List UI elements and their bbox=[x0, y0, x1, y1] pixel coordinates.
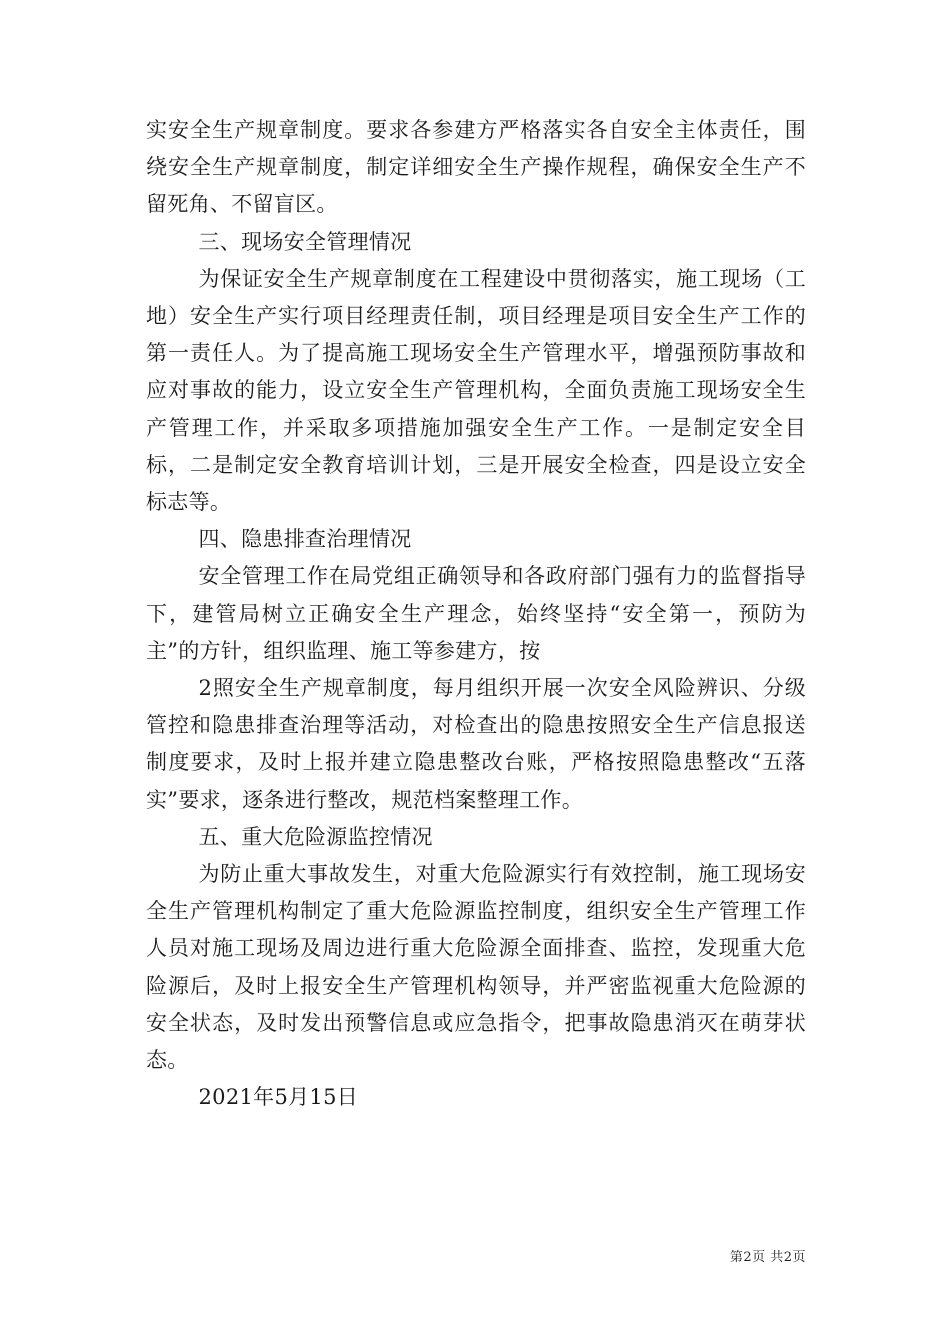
paragraph-site-safety: 为保证安全生产规章制度在工程建设中贯彻落实，施工现场（工地）安全生产实行项目经理责任制，项目经理是项目安全生产工作的第一责任人。为了提高施工现场安全生产管理水平，增强预防事故和应对事故的能力，设立安全生产管理机构，全面负责施工现场安全生产管理工作，并采取多项措施加强安全生产工作。一是制定安全目标，二是制定安全教育培训计划，三是开展安全检查，四是设立安全标志等。 bbox=[146, 266, 806, 515]
paragraph-hazard-inspection-cont: 2照安全生产规章制度，每月组织开展一次安全风险辨识、分级管控和隐患排查治理等活动，对检查出的隐患按照安全生产信息报送制度要求，及时上报并建立隐患整改台账，严格按照隐患整改“五落实”要求，逐条进行整改，规范档案整理工作。 bbox=[146, 676, 806, 812]
section-heading-4: 四、隐患排查治理情况 bbox=[198, 527, 412, 552]
section-heading-5: 五、重大危险源监控情况 bbox=[198, 824, 433, 849]
document-body bbox=[146, 112, 806, 1116]
page-number-footer: 第2页 共2页 bbox=[729, 1250, 806, 1265]
section-heading-3: 三、现场安全管理情况 bbox=[198, 229, 412, 254]
paragraph-major-hazard: 为防止重大事故发生，对重大危险源实行有效控制，施工现场安全生产管理机构制定了重大危险源监控制度，组织安全生产管理工作人员对施工现场及周边进行重大危险源全面排查、监控，发现重大危险源后，及时上报安全生产管理机构领导，并严密监视重大危险源的安全状态，及时发出预警信息或应急指令，把事故隐患消灭在萌芽状态。 bbox=[146, 862, 806, 1073]
paragraph-continuation: 实安全生产规章制度。要求各参建方严格落实各自安全主体责任，围绕安全生产规章制度，制定详细安全生产操作规程，确保安全生产不留死角、不留盲区。 bbox=[146, 118, 806, 217]
document-date: 2021年5月15日 bbox=[198, 1085, 359, 1110]
paragraph-hazard-inspection: 安全管理工作在局党组正确领导和各政府部门强有力的监督指导下，建管局树立正确安全生产理念，始终坚持“安全第一，预防为主”的方针，组织监理、施工等参建方，按 bbox=[146, 564, 806, 663]
